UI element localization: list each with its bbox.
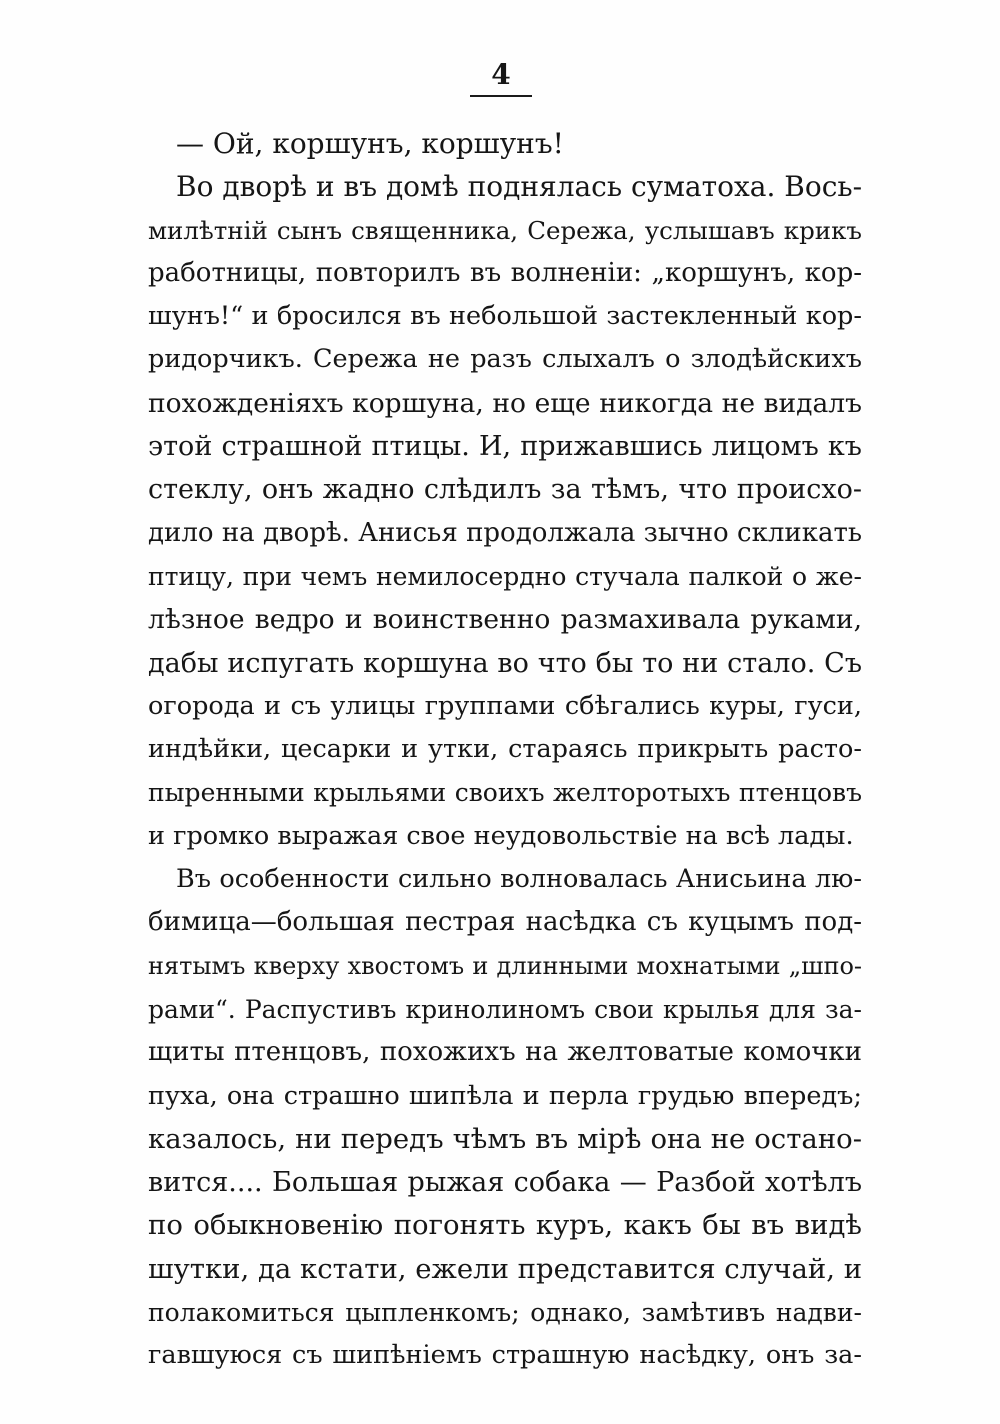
text-line: этой страшной птицы. И, прижавшись лицомъ къ	[148, 431, 862, 463]
text-line: нятымъ кверху хвостомъ и длинными мохнатыми „шпо-	[148, 951, 862, 980]
text-line: ридорчикъ. Сережа не разъ слыхалъ о злодѣйскихъ	[148, 344, 862, 375]
text-line: пыренными крыльями своихъ желторотыхъ птенцовъ	[148, 778, 862, 808]
text-line: щиты птенцовъ, похожихъ на желтоватые комочки	[148, 1037, 862, 1068]
text-line: милѣтній сынъ священника, Сережа, услышавъ крикъ	[148, 215, 862, 245]
text-line: индѣйки, цесарки и утки, стараясь прикрыть расто-	[148, 734, 862, 765]
text-line: рами“. Распустивъ кринолиномъ свои крылья для за-	[148, 994, 862, 1024]
text-line: пуха, она страшно шипѣла и перла грудью впередъ;	[148, 1080, 862, 1111]
text-line: вится.... Большая рыжая собака — Разбой хотѣлъ	[148, 1167, 862, 1199]
page-number: 4	[491, 58, 511, 91]
text-line: Во дворѣ и въ домѣ поднялась суматоха. Вось-	[176, 170, 863, 204]
text-line: работницы, повторилъ въ волненіи: „коршунъ, кор-	[148, 257, 862, 288]
text-line: бимица—большая пестрая насѣдка съ куцымъ под-	[148, 907, 862, 938]
text-line: шунъ!“ и бросился въ небольшой застекленный кор-	[148, 301, 862, 332]
text-line: по обыкновенію погонять куръ, какъ бы въ видѣ	[148, 1209, 862, 1242]
text-line: похожденіяхъ коршуна, но еще никогда не видалъ	[148, 387, 862, 419]
text-line: птицу, при чемъ немилосердно стучала палкой о же-	[148, 561, 862, 591]
text-line: лѣзное ведро и воинственно размахивала руками,	[148, 604, 862, 636]
page-number-rule	[470, 95, 532, 97]
body-text	[148, 122, 862, 1378]
text-line: гавшуюся съ шипѣніемъ страшную насѣдку, онъ за-	[148, 1340, 862, 1371]
text-line: стеклу, онъ жадно слѣдилъ за тѣмъ, что происхо-	[148, 474, 862, 506]
text-line: и громко выражая свое неудовольствіе на всѣ лады.	[148, 820, 854, 851]
text-line: полакомиться цыпленкомъ; однако, замѣтивъ надви-	[148, 1298, 862, 1328]
text-line: дило на дворѣ. Анисья продолжала зычно скликать	[148, 517, 862, 548]
text-line: казалось, ни передъ чѣмъ въ мірѣ она не остано-	[148, 1122, 862, 1155]
text-line: Въ особенности сильно волновалась Анисьина лю-	[176, 864, 862, 895]
text-line: огорода и съ улицы группами сбѣгались куры, гуси,	[148, 690, 862, 721]
text-line: дабы испугать коршуна во что бы то ни стало. Съ	[148, 647, 862, 679]
text-line: — Ой, коршунъ, коршунъ!	[176, 127, 564, 160]
text-line: шутки, да кстати, ежели представится случай, и	[148, 1252, 863, 1285]
